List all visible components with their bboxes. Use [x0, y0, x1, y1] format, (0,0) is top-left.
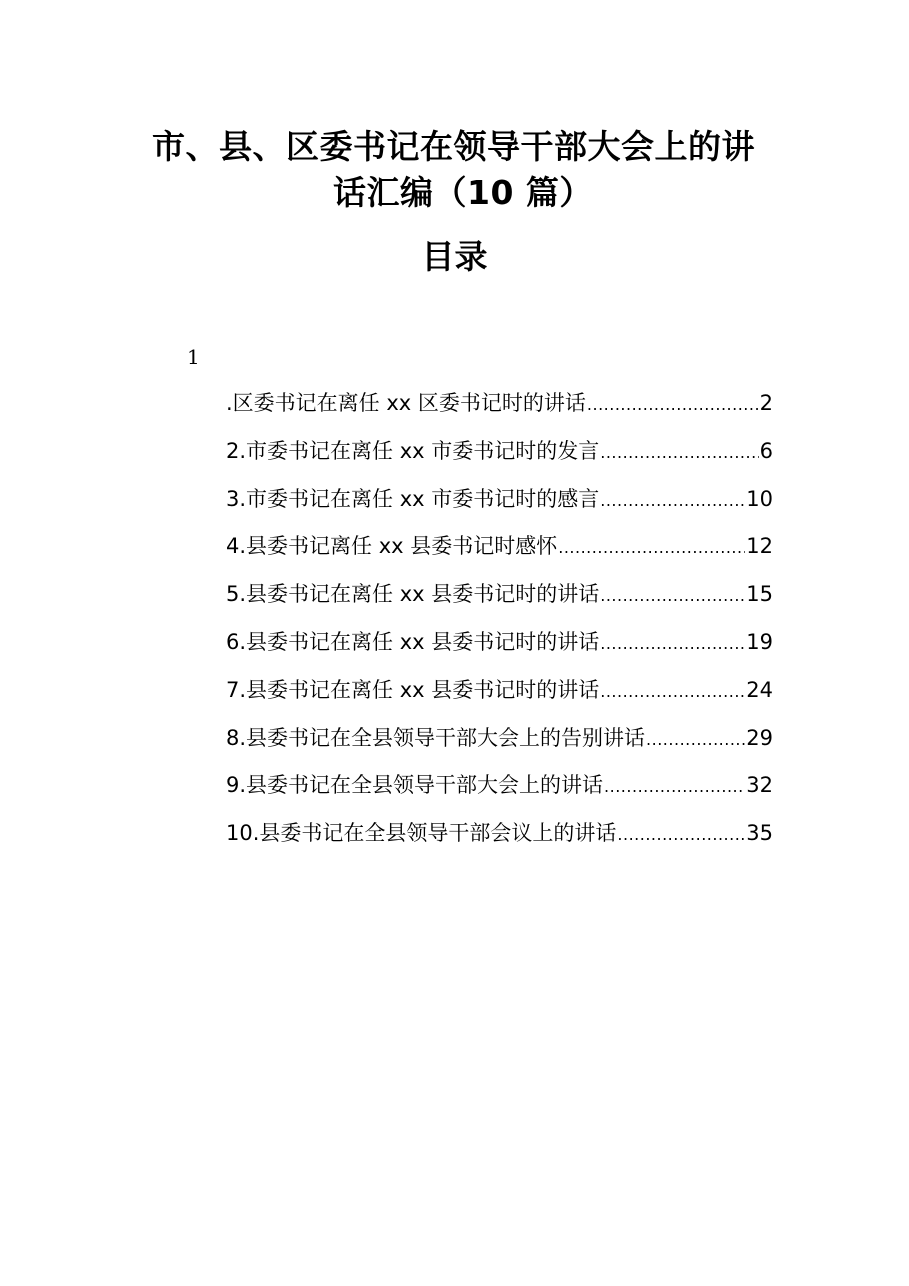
toc-entry-title: 7.县委书记在离任 xx 县委书记时的讲话: [226, 677, 600, 702]
toc-entry-title: 2.市委书记在离任 xx 市委书记时的发言: [226, 438, 600, 463]
toc-entry-2[interactable]: [226, 434, 773, 482]
toc-entry-3[interactable]: [226, 482, 773, 530]
toc-dot-leader: [600, 627, 745, 661]
toc-heading: 目录: [421, 237, 488, 276]
toc-dot-leader: [600, 675, 745, 709]
toc-dot-leader: [558, 531, 745, 565]
document-title-line-1: 市、县、区委书记在领导干部大会上的讲: [152, 127, 755, 166]
toc-entry-title: 3.市委书记在离任 xx 市委书记时的感言: [226, 486, 600, 511]
toc-entry-title: 10.县委书记在全县领导干部会议上的讲话: [226, 821, 617, 846]
toc-page-number: 15: [746, 582, 773, 607]
toc-entry-title: .区委书记在离任 xx 区委书记时的讲话: [226, 391, 586, 415]
toc-dot-leader: [587, 388, 759, 422]
toc-entry-10[interactable]: [226, 816, 773, 864]
toc-number-marker: 1: [187, 345, 200, 369]
toc-dot-leader: [604, 770, 745, 804]
toc-entry-title: 5.县委书记在离任 xx 县委书记时的讲话: [226, 582, 600, 607]
toc-page-number: 35: [746, 821, 773, 846]
toc-page-number: 10: [746, 486, 773, 511]
toc-dot-leader: [600, 579, 745, 613]
toc-entry-title: 4.县委书记离任 xx 县委书记时感怀: [226, 534, 558, 559]
toc-page-number: 6: [759, 438, 773, 463]
document-title-line-2: 话汇编（10 篇）: [333, 173, 593, 212]
toc-entry-1[interactable]: [226, 386, 773, 434]
toc-page-number: 29: [746, 725, 773, 750]
toc-entry-title: 8.县委书记在全县领导干部大会上的告别讲话: [226, 725, 646, 750]
toc-page-number: 19: [746, 629, 773, 654]
toc-dot-leader: [617, 818, 745, 852]
toc-entry-title: 6.县委书记在离任 xx 县委书记时的讲话: [226, 629, 600, 654]
toc-entry-4[interactable]: [226, 529, 773, 577]
toc-entry-7[interactable]: [226, 673, 773, 721]
toc-page-number: 12: [746, 534, 773, 559]
toc-page-number: 32: [746, 773, 773, 798]
table-of-contents: [226, 386, 773, 864]
toc-entry-title: 9.县委书记在全县领导干部大会上的讲话: [226, 773, 604, 798]
toc-entry-8[interactable]: [226, 721, 773, 769]
toc-dot-leader: [600, 484, 745, 518]
toc-entry-9[interactable]: [226, 768, 773, 816]
toc-page-number: 2: [759, 391, 773, 415]
toc-entry-6[interactable]: [226, 625, 773, 673]
toc-dot-leader: [646, 723, 745, 757]
toc-dot-leader: [600, 436, 758, 470]
toc-entry-5[interactable]: [226, 577, 773, 625]
toc-page-number: 24: [746, 677, 773, 702]
